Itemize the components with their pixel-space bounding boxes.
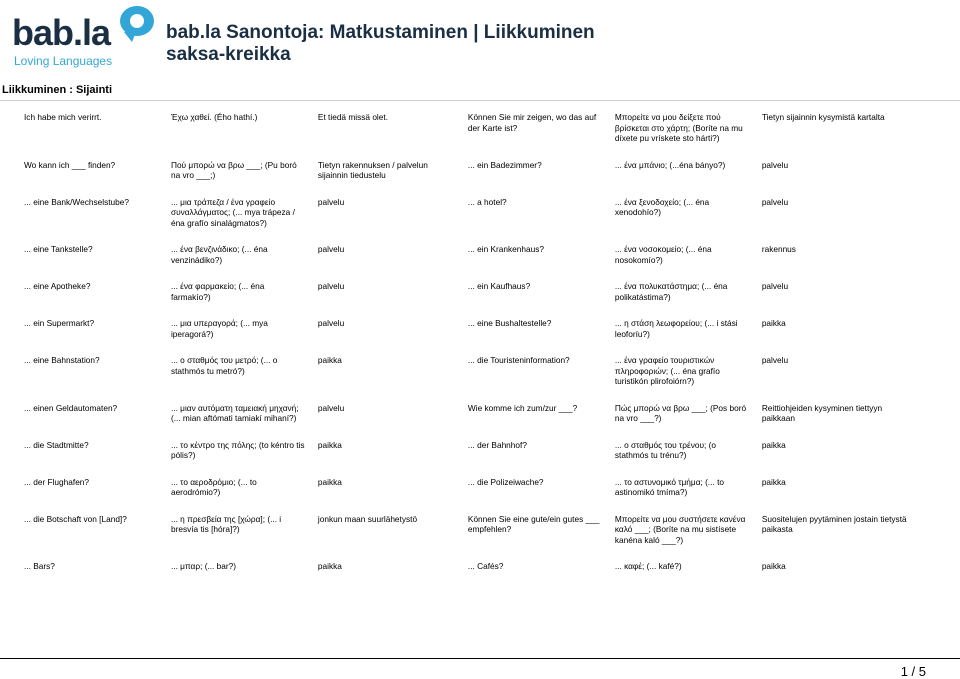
description: palvelu [761, 159, 789, 170]
german-phrase: ... die Polizeiwache? [467, 476, 544, 487]
german-phrase: Können Sie mir zeigen, wo das auf der Karte ist? [467, 112, 597, 133]
babla-logo[interactable] [12, 6, 152, 68]
german-phrase: Ich habe mich verirrt. [24, 112, 102, 122]
greek-phrase: ... το αεροδρόμιο; (... to aerodrómio?) [170, 476, 257, 497]
page-header [0, 0, 960, 80]
title-line-2: saksa-kreikka [166, 44, 291, 65]
german-phrase: ... die Touristeninformation? [467, 355, 570, 365]
description: paikka [317, 355, 342, 365]
greek-phrase: ... ένα γραφείο τουριστικών πληροφοριών; (... éna grafío turistikón plirofoiórn?) [614, 355, 720, 386]
greek-phrase: ... μια υπεραγορά; (... mya iperagorá?) [170, 318, 268, 339]
description: palvelu [317, 318, 345, 328]
german-phrase: ... ein Badezimmer? [467, 159, 542, 170]
logo-brand: bab.la [12, 12, 111, 53]
description: paikka [317, 561, 342, 571]
greek-phrase: ... η πρεσβεία της [χώρα]; (... i bresvía tis [hóra]?) [170, 513, 282, 534]
german-phrase: ... eine Bank/Wechselstube? [24, 196, 130, 207]
logo-tagline: Loving Languages [14, 54, 113, 68]
phrase-table [24, 112, 924, 588]
greek-phrase: ... μπαρ; (... bar?) [170, 561, 237, 571]
german-phrase: ... Cafés? [467, 561, 504, 571]
greek-phrase: ... ένα πολυκατάστημα; (... éna polikatástima?) [614, 281, 728, 302]
german-phrase: ... eine Bushaltestelle? [467, 318, 552, 328]
greek-phrase: ... η στάση λεωφορείου; (... i stási leoforíu?) [614, 318, 738, 339]
german-phrase: ... der Bahnhof? [467, 439, 527, 450]
description: paikka [761, 318, 786, 328]
description: Tietyn sijainnin kysymistä kartalta [761, 112, 885, 122]
description: palvelu [761, 281, 789, 291]
description: paikka [317, 439, 342, 450]
speech-bubble-icon [120, 6, 154, 36]
german-phrase: Wie komme ich zum/zur ___? [467, 402, 578, 413]
german-phrase: ... Bars? [24, 561, 55, 571]
greek-phrase: ... καφέ; (... kafé?) [614, 561, 682, 571]
german-phrase: ... die Botschaft von [Land]? [24, 513, 127, 524]
greek-phrase: ... ο σταθμός του μετρό; (... o stathmós tu metró?) [170, 355, 278, 376]
description: paikka [761, 439, 786, 450]
greek-phrase: ... ένα φαρμακείο; (... éna farmakío?) [170, 281, 265, 302]
description: paikka [317, 476, 342, 487]
page-number: 1 / 5 [900, 664, 926, 679]
german-phrase: ... der Flughafen? [24, 476, 90, 487]
description: rakennus [761, 244, 796, 254]
table-row [24, 403, 924, 440]
description: palvelu [317, 196, 345, 207]
table-row [24, 514, 924, 562]
german-phrase: ... a hotel? [467, 196, 507, 207]
greek-phrase: Έχω χαθεί. (Ého hathí.) [170, 112, 258, 122]
german-phrase: ... ein Krankenhaus? [467, 244, 545, 254]
description: Tietyn rakennuksen / palvelun sijainnin tiedustelu [317, 159, 428, 180]
description: palvelu [761, 355, 789, 365]
section-heading: Liikkuminen : Sijainti [2, 84, 113, 96]
description: palvelu [761, 196, 789, 207]
greek-phrase: Πού μπορώ να βρω ___; (Pu boró na vro ___;) [170, 159, 297, 180]
german-phrase: Können Sie eine gute/ein gutes ___ empfehlen? [467, 513, 600, 534]
description: Et tiedä missä olet. [317, 112, 389, 122]
greek-phrase: Μπορείτε να μου δείξετε πού βρίσκεται στο χάρτη; (Boríte na mu díxete pu vrískete sto hárti?) [614, 112, 743, 143]
german-phrase: ... die Stadtmitte? [24, 439, 89, 450]
footer-divider [0, 658, 960, 659]
german-phrase: ... eine Apotheke? [24, 281, 91, 291]
greek-phrase: ... ένα νοσοκομείο; (... éna nosokomío?) [614, 244, 712, 265]
title-line-1: bab.la Sanontoja: Matkustaminen | Liikkuminen [166, 22, 595, 43]
table-row [24, 355, 924, 403]
german-phrase: ... einen Geldautomaten? [24, 402, 118, 413]
german-phrase: ... eine Bahnstation? [24, 355, 100, 365]
table-row [24, 160, 924, 197]
description: Suositelujen pyytäminen jostain tietystä paikasta [761, 513, 907, 534]
greek-phrase: ... το κέντρο της πόλης; (to kéntro tis pólis?) [170, 439, 305, 460]
table-row [24, 244, 924, 281]
greek-phrase: ... το αστυνομικό τμήμα; (... to astinomikó tmíma?) [614, 476, 725, 497]
page-title [166, 22, 595, 66]
greek-phrase: ... ένα ξενοδοχείο; (... éna xenodohío?) [614, 196, 710, 217]
table-row [24, 477, 924, 514]
description: Reittiohjeiden kysyminen tiettyyn paikkaan [761, 402, 883, 423]
german-phrase: Wo kann ich ___ finden? [24, 159, 116, 170]
greek-phrase: Πώς μπορώ να βρω ___; (Pos boró na vro ___?) [614, 402, 747, 423]
description: palvelu [317, 244, 345, 254]
greek-phrase: ... ένα μπάνιο; (...éna bányo?) [614, 159, 726, 170]
table-row [24, 318, 924, 355]
table-row [24, 561, 924, 588]
german-phrase: ... ein Kaufhaus? [467, 281, 531, 291]
german-phrase: ... eine Tankstelle? [24, 244, 93, 254]
table-row [24, 197, 924, 245]
greek-phrase: Μπορείτε να μου συστήσετε κανένα καλό ___; (Boríte na mu sistísete kanéna kaló ___?) [614, 513, 746, 545]
table-row [24, 440, 924, 477]
greek-phrase: ... μιαν αυτόματη ταμειακή μηχανή; (... mian aftómati tamiakí mihaní?) [170, 402, 299, 423]
description: palvelu [317, 402, 345, 413]
description: paikka [761, 476, 786, 487]
greek-phrase: ... ο σταθμός του τρένου; (o stathmós tu trénu?) [614, 439, 716, 460]
header-divider [0, 100, 960, 101]
description: paikka [761, 561, 786, 571]
table-row [24, 112, 924, 160]
description: palvelu [317, 281, 345, 291]
greek-phrase: ... μια τράπεζα / ένα γραφείο συναλλάγματος; (... mya trápeza / éna grafío sinalágmatos?) [170, 196, 295, 228]
greek-phrase: ... ένα βενζινάδικο; (... éna venzinádiko?) [170, 244, 268, 265]
german-phrase: ... ein Supermarkt? [24, 318, 95, 328]
description: jonkun maan suurlähetystö [317, 513, 418, 524]
table-row [24, 281, 924, 318]
